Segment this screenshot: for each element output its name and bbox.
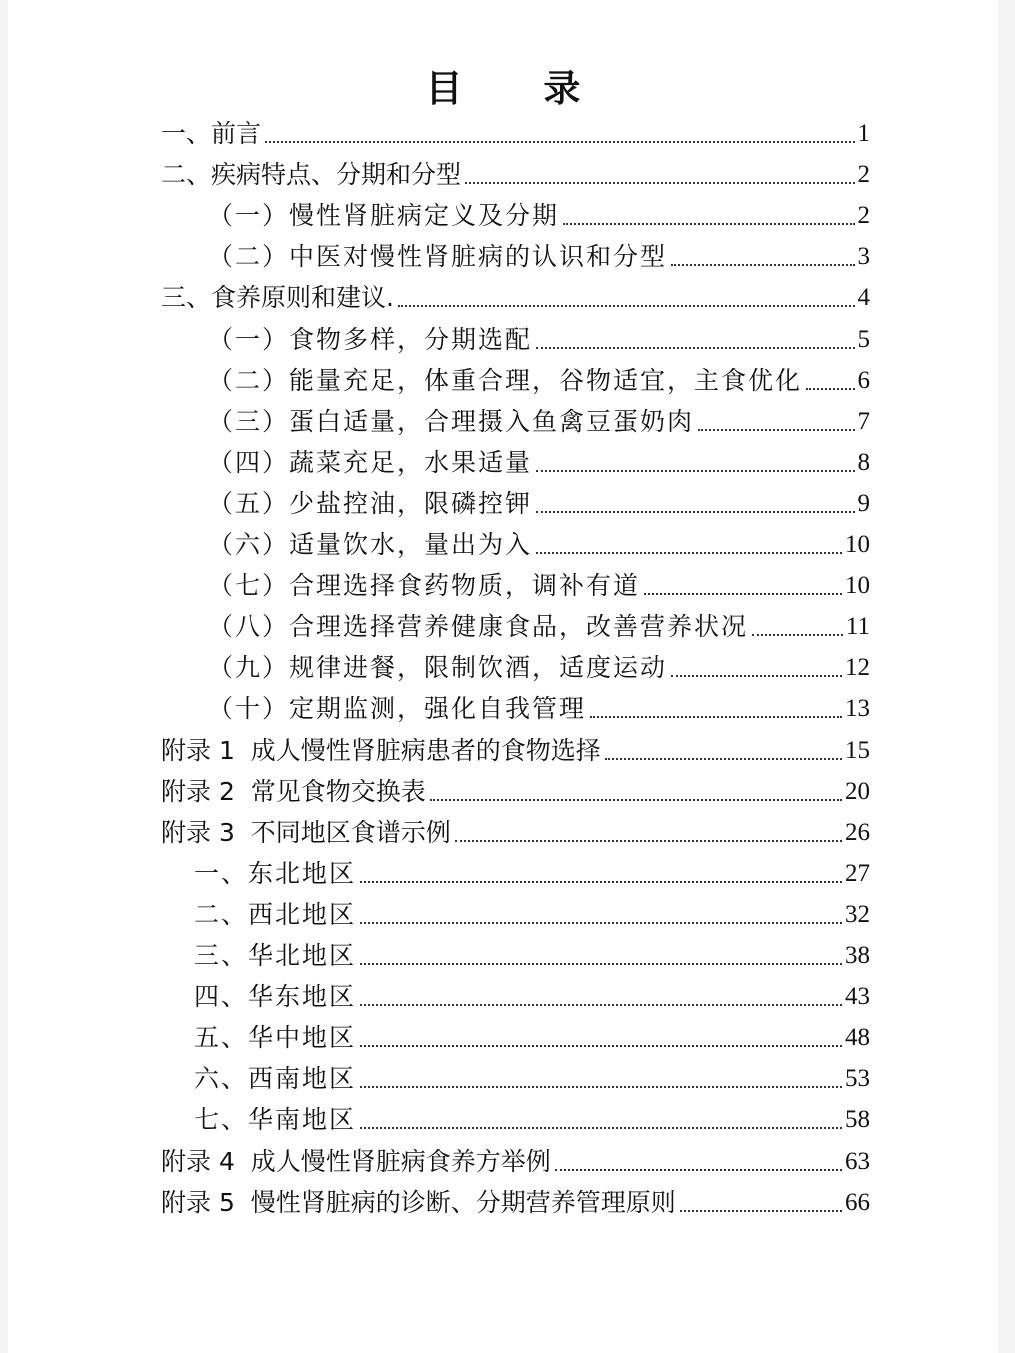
toc-entry-page-number: 48 xyxy=(845,1024,870,1052)
toc-entry[interactable] xyxy=(194,1061,870,1097)
toc-entry-page-number: 43 xyxy=(845,983,870,1011)
toc-entry[interactable] xyxy=(161,774,870,810)
toc-entry[interactable] xyxy=(161,1144,870,1180)
dot-leader xyxy=(590,715,842,718)
toc-entry-label: 附录 3 不同地区食谱示例 xyxy=(161,817,451,847)
toc-entry[interactable] xyxy=(194,979,870,1015)
toc-entry[interactable] xyxy=(208,404,870,440)
toc-entry-label: 附录 2 常见食物交换表 xyxy=(161,776,426,806)
dot-leader xyxy=(680,1209,842,1212)
toc-entry-label: 附录 5 慢性肾脏病的诊断、分期营养管理原则 xyxy=(161,1187,676,1217)
toc-entry-label: 六、西南地区 xyxy=(194,1064,357,1094)
toc-entry-label: （十）定期监测，强化自我管理 xyxy=(208,694,587,724)
toc-entry[interactable] xyxy=(194,856,870,892)
toc-entry[interactable] xyxy=(208,568,870,604)
toc-entry-label: 七、华南地区 xyxy=(194,1105,357,1135)
page-title: 目 录 xyxy=(425,67,615,110)
toc-entry-page-number: 10 xyxy=(845,572,870,600)
dot-leader xyxy=(806,387,854,390)
toc-entry-label: （五）少盐控油，限磷控钾 xyxy=(208,488,533,518)
dot-leader xyxy=(360,1126,842,1129)
toc-entry-label: 三、华北地区 xyxy=(194,941,357,970)
toc-entry[interactable] xyxy=(161,116,870,152)
toc-entry[interactable] xyxy=(161,1185,870,1221)
toc-entry[interactable] xyxy=(194,897,870,933)
toc-entry-page-number: 5 xyxy=(857,325,870,353)
toc-entry-page-number: 32 xyxy=(845,900,870,928)
toc-entry[interactable] xyxy=(194,938,870,974)
dot-leader xyxy=(536,510,854,513)
toc-entry-page-number: 20 xyxy=(845,777,870,805)
toc-entry-label: （八）合理选择营养健康食品，改善营养状况 xyxy=(208,612,749,642)
toc-entry-label: （一）食物多样，分期选配 xyxy=(208,324,533,354)
dot-leader xyxy=(536,551,842,554)
toc-entry-page-number: 12 xyxy=(845,654,870,682)
toc-entry[interactable] xyxy=(194,1102,870,1138)
toc-entry-page-number: 1 xyxy=(857,120,870,147)
toc-entry-page-number: 6 xyxy=(857,366,870,394)
toc-entry[interactable] xyxy=(208,650,870,686)
toc-entry-page-number: 63 xyxy=(845,1147,870,1175)
toc-entry[interactable] xyxy=(208,322,870,358)
toc-entry[interactable] xyxy=(208,198,870,234)
toc-entry[interactable] xyxy=(161,280,870,316)
toc-entry-page-number: 3 xyxy=(857,243,870,271)
toc-entry-label: 三、食养原则和建议. xyxy=(161,283,394,313)
dot-leader xyxy=(752,633,843,636)
toc-entry[interactable] xyxy=(208,527,870,563)
toc-entry-label: 四、华东地区 xyxy=(194,982,357,1012)
dot-leader xyxy=(360,1003,842,1006)
toc-entry-label: 一、前言 xyxy=(161,119,262,148)
dot-leader xyxy=(398,304,855,307)
toc-entry[interactable] xyxy=(208,445,870,481)
dot-leader xyxy=(555,1168,842,1171)
toc-entry-label: （二）能量充足，体重合理，谷物适宜，主食优化 xyxy=(208,365,803,395)
toc-entry-page-number: 58 xyxy=(845,1106,870,1134)
dot-leader xyxy=(360,1085,842,1088)
dot-leader xyxy=(455,839,842,842)
toc-entry-page-number: 66 xyxy=(845,1188,870,1216)
toc-entry[interactable] xyxy=(208,609,870,645)
toc-entry[interactable] xyxy=(208,363,870,399)
toc-entry[interactable] xyxy=(161,815,870,851)
dot-leader xyxy=(430,798,842,801)
dot-leader xyxy=(671,674,842,677)
dot-leader xyxy=(360,921,842,924)
dot-leader xyxy=(360,880,842,883)
toc-entry-page-number: 2 xyxy=(857,202,870,230)
toc-entry[interactable] xyxy=(208,486,870,522)
toc-entry-label: 二、西北地区 xyxy=(194,899,357,929)
toc-entry-page-number: 7 xyxy=(857,407,870,435)
toc-entry-label: 一、东北地区 xyxy=(194,858,357,888)
dot-leader xyxy=(644,592,842,595)
toc-entry-label: （九）规律进餐，限制饮酒，适度运动 xyxy=(208,653,668,683)
toc-entry-page-number: 38 xyxy=(845,942,870,969)
dot-leader xyxy=(360,962,842,965)
toc-entry-page-number: 9 xyxy=(857,489,870,517)
toc-entry-label: （四）蔬菜充足，水果适量 xyxy=(208,447,533,477)
document-page xyxy=(8,0,998,1353)
toc-entry-label: 五、华中地区 xyxy=(194,1023,357,1053)
dot-leader xyxy=(536,469,854,472)
toc-entry-page-number: 15 xyxy=(845,736,870,764)
toc-entry-label: （一）慢性肾脏病定义及分期 xyxy=(208,201,560,231)
toc-entry-label: （七）合理选择食药物质，调补有道 xyxy=(208,571,641,601)
dot-leader xyxy=(360,1044,842,1047)
toc-entry-label: 附录 4 成人慢性肾脏病食养方举例 xyxy=(161,1146,551,1176)
toc-entry[interactable] xyxy=(208,239,870,275)
toc-entry-page-number: 2 xyxy=(857,161,870,189)
toc-entry-label: （六）适量饮水，量出为入 xyxy=(208,530,533,559)
toc-entry[interactable] xyxy=(208,691,870,727)
dot-leader xyxy=(536,346,854,349)
toc-entry[interactable] xyxy=(161,157,870,193)
dot-leader xyxy=(563,222,854,225)
toc-entry-page-number: 53 xyxy=(845,1065,870,1093)
toc-entry-page-number: 26 xyxy=(845,818,870,846)
dot-leader xyxy=(605,757,842,760)
dot-leader xyxy=(671,263,854,266)
dot-leader xyxy=(698,428,854,431)
toc-entry-label: （三）蛋白适量，合理摄入鱼禽豆蛋奶肉 xyxy=(208,406,695,436)
toc-entry-page-number: 8 xyxy=(857,448,870,476)
toc-entry-label: 附录 1 成人慢性肾脏病患者的食物选择 xyxy=(161,735,601,765)
toc-entry-label: （二）中医对慢性肾脏病的认识和分型 xyxy=(208,242,668,272)
toc-entry-page-number: 10 xyxy=(845,531,870,558)
toc-entry[interactable] xyxy=(194,1020,870,1056)
toc-entry[interactable] xyxy=(161,733,870,769)
dot-leader xyxy=(265,140,854,143)
toc-entry-page-number: 4 xyxy=(857,284,870,312)
toc-entry-label: 二、疾病特点、分期和分型 xyxy=(161,160,462,190)
toc-entry-page-number: 27 xyxy=(845,859,870,887)
toc-entry-page-number: 13 xyxy=(845,695,870,723)
dot-leader xyxy=(465,181,854,184)
toc-entry-page-number: 11 xyxy=(845,613,870,641)
